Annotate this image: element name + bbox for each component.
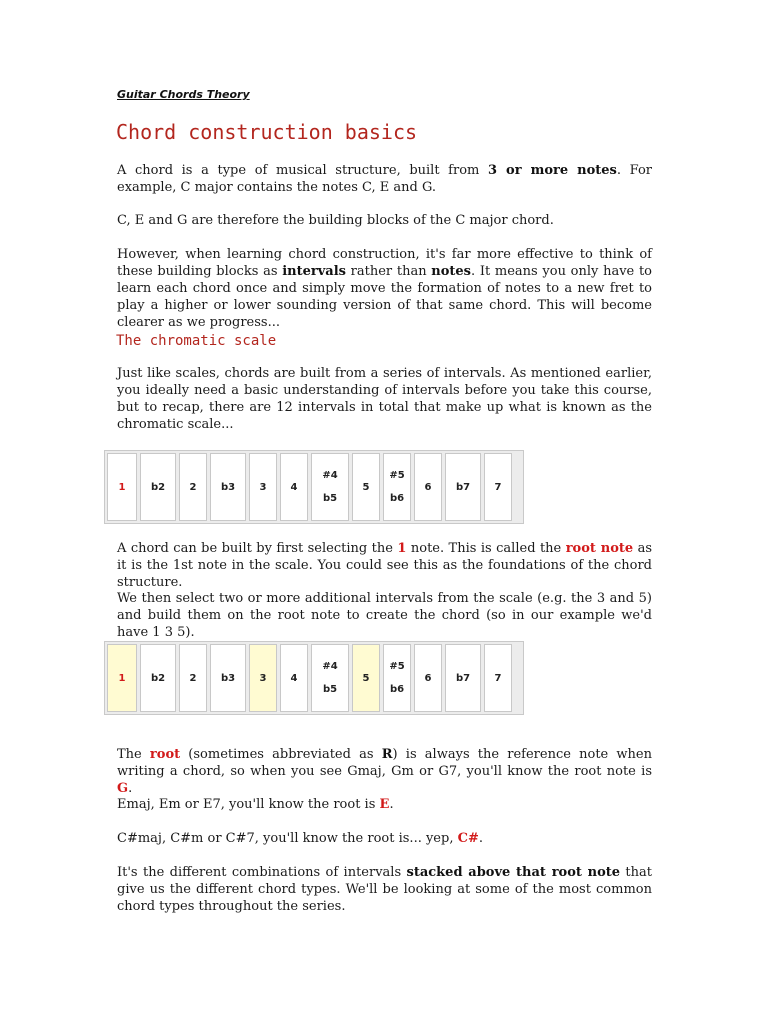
csharp-root-paragraph: C#maj, C#m or C#7, you'll know the root is... yep, C#. — [117, 831, 483, 846]
scale-cell-2: 2 — [179, 644, 207, 712]
scale-cell-7: 7 — [484, 644, 512, 712]
chord-types-paragraph: It's the different combinations of intervals stacked above that root note that give us the different chord types. We'll be looking at some of the most common chord types throughout the series. — [117, 865, 652, 914]
root-note-paragraph: A chord can be built by first selecting the 1 note. This is called the root note as it is the 1st note in the scale. You could see this as the foundations of the chord structure. — [117, 541, 653, 590]
intro-paragraph: A chord is a type of musical structure, built from 3 or more notes. For example, C major contains the notes C, E and G. — [117, 163, 652, 195]
scale-cell-3: 3 — [249, 453, 277, 521]
scale-cell-b2: b2 — [140, 644, 176, 712]
scale-cell-3-highlighted: 3 — [249, 644, 277, 712]
scale-cell-#5-b6: #5 b6 — [383, 644, 411, 712]
section-heading-chromatic-scale: The chromatic scale — [116, 333, 277, 349]
chromatic-scale-table — [104, 450, 524, 524]
document-kicker: Guitar Chords Theory — [117, 88, 250, 101]
e-root-paragraph: Emaj, Em or E7, you'll know the root is E. — [117, 797, 394, 812]
scale-cell-b2: b2 — [140, 453, 176, 521]
scale-cell-6: 6 — [414, 453, 442, 521]
scale-cell-6: 6 — [414, 644, 442, 712]
scale-cell-1-highlighted: 1 — [107, 644, 137, 712]
scale-cell-7: 7 — [484, 453, 512, 521]
scale-cell-4: 4 — [280, 644, 308, 712]
scale-cell-1: 1 — [107, 453, 137, 521]
scale-cell-b7: b7 — [445, 453, 481, 521]
root-reference-paragraph: The root (sometimes abbreviated as R) is always the reference note when writing a chord, so when you see Gmaj, Gm or G7, you'll know the root note is G. — [117, 747, 652, 796]
scale-cell-4: 4 — [280, 453, 308, 521]
scale-cell-5: 5 — [352, 453, 380, 521]
scale-cell-b3: b3 — [210, 453, 246, 521]
scale-cell-#4-b5: #4 b5 — [311, 453, 349, 521]
page-title: Chord construction basics — [116, 120, 418, 144]
scale-cell-#5-b6: #5 b6 — [383, 453, 411, 521]
scale-cell-b3: b3 — [210, 644, 246, 712]
chord-scale-table — [104, 641, 524, 715]
chromatic-paragraph: Just like scales, chords are built from a series of intervals. As mentioned earlier, you ideally need a basic understanding of intervals before you take this course, but to recap, there are 12 intervals in total that make up what is known as the chromatic scale... — [117, 366, 652, 432]
scale-cell-5-highlighted: 5 — [352, 644, 380, 712]
select-intervals-paragraph: We then select two or more additional intervals from the scale (e.g. the 3 and 5) and build them on the root note to create the chord (so in our example we'd have 1 3 5). — [117, 591, 652, 640]
scale-cell-#4-b5: #4 b5 — [311, 644, 349, 712]
intervals-paragraph: However, when learning chord construction, it's far more effective to think of these building blocks as intervals rather than notes. It means you only have to learn each chord once and simply move the formation of notes to a new fret to play a higher or lower sounding version of that same chord. This will become clearer as we progress... — [117, 247, 652, 330]
scale-cell-b7: b7 — [445, 644, 481, 712]
scale-cell-2: 2 — [179, 453, 207, 521]
building-blocks-paragraph: C, E and G are therefore the building blocks of the C major chord. — [117, 213, 554, 228]
